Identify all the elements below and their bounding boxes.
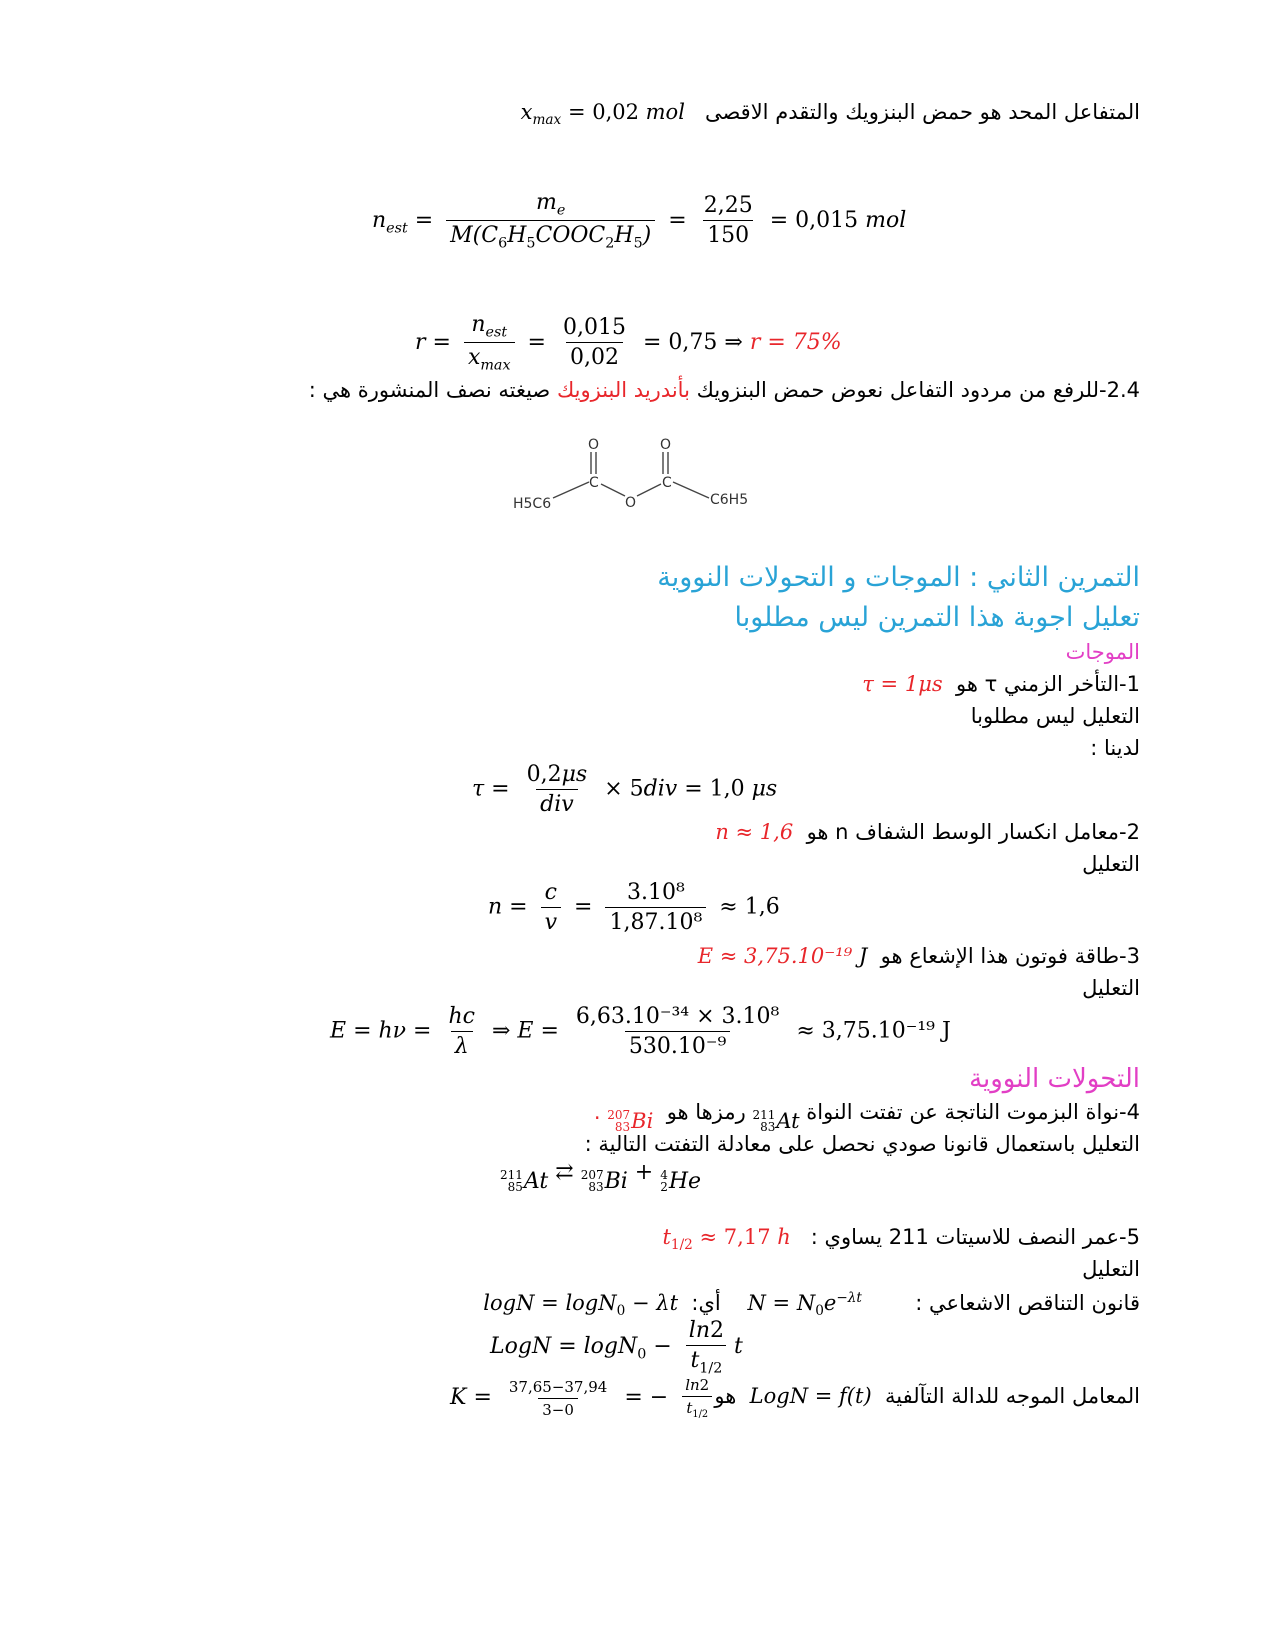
question-5-text: 5-عمر النصف للاسيتات 211 يساوي :	[810, 1225, 1140, 1249]
question-1	[862, 672, 1140, 696]
carbon-right-label: C	[662, 475, 672, 491]
equation-slope: K = $\frac{37,65-37,94}{3-0}$ = − $\frac{\ln 2}{t_{1/2}}$	[450, 1376, 719, 1420]
decay-law-text: قانون التناقص الاشعاعي :	[915, 1291, 1140, 1315]
n-num2: 3.10⁸	[626, 880, 685, 905]
equation-yield: r = $\frac{n_{est}}{x_{max}}$ = $\frac{0,015}{0,02}$ = 0,75 ⇒ r = 75%	[415, 312, 842, 374]
question-3-unit: J	[858, 944, 868, 968]
q4-astatine-symbol: 211 83 At	[752, 1108, 800, 1134]
equation-refraction: n = $\frac{c}{v}$ = $\frac{\text{3.10⁸}}{\text{1,87.10⁸}}$ ≈ 1,6	[488, 880, 780, 935]
xmax-formula: $x_{max} = 0,02$ mol	[520, 100, 685, 129]
equation-energy: E = hν = $\frac{hc}{\lambda}$ ⇒ E = $\frac{\text{6,63.10⁻³⁴ × 3.10⁸}}{\text{530.10⁻⁹}}$ ≈ 3,75.10⁻¹⁹ J	[330, 1004, 951, 1059]
question-3-formula	[698, 944, 867, 968]
question-1-answer: τ = 1μs	[862, 672, 943, 696]
slope-text-b: هو	[714, 1384, 737, 1408]
question-2-answer: n ≈ 1,6	[715, 820, 794, 844]
equation-n-est: $n_{est}$ = $\frac{m_e}{M(C_6H_5COOC_2H_5)}$ = $\frac{2,25}{150}$ = 0,015 mol	[372, 190, 907, 252]
question-1-text: 1-التأخر الزمني τ هو	[955, 672, 1140, 696]
r-mid: 0,75	[668, 329, 718, 355]
slope-num: 37,65−37,94	[508, 1377, 608, 1396]
question-4-text-b: رمزها هو	[666, 1100, 746, 1124]
decay-law-line	[483, 1290, 1140, 1319]
limiting-reactant-text: المتفاعل المحد هو حمض البنزويك والتقدم الاقصى	[704, 100, 1140, 124]
nuclear-title: التحولات النووية	[969, 1064, 1140, 1094]
oxygen-left-label: O	[588, 437, 600, 453]
question-2	[715, 820, 1140, 844]
question-3	[698, 944, 1140, 968]
phenyl-right-label: C6H5	[710, 492, 749, 508]
r-den2: 0,02	[566, 342, 623, 370]
benzoic-anhydride-structure	[505, 432, 765, 522]
question-5-answer: $t_{1/2} \approx 7,17$ h	[662, 1225, 791, 1254]
line-2-4-highlight: بأندريد البنزويك	[556, 378, 690, 402]
question-4-text-a: 4-نواة البزموت الناتجة عن تفتت النواة	[806, 1100, 1140, 1124]
question-1-note: التعليل ليس مطلوبا	[970, 704, 1140, 728]
question-3-text: 3-طاقة فوتون هذا الإشعاع هو	[880, 944, 1140, 968]
line-limiting-reactant	[521, 100, 1140, 128]
q4-bismuth-symbol: 207 83 Bi	[607, 1108, 654, 1134]
line-2-4	[309, 378, 1140, 402]
question-3-answer: E ≈ 3,75.10⁻¹⁹	[697, 944, 853, 968]
phenyl-left-label: H5C6	[513, 496, 552, 512]
line-2-4-suffix: صيغته نصف المنشورة هي :	[308, 378, 551, 402]
equation-tau: τ = $\frac{0,2\mu s}{\text{div}}$ × 5div = 1,0 μs	[472, 762, 778, 817]
question-4	[594, 1100, 1140, 1133]
oxygen-bridge-label: O	[625, 495, 637, 511]
slope-den: 3−0	[538, 1398, 578, 1419]
E-result: ≈ 3,75.10⁻¹⁹ J	[796, 1018, 951, 1044]
equation-decay: 211 85 At ⇄ 207 83 Bi + 4 2 He	[500, 1160, 702, 1194]
q4-dot: .	[593, 1100, 601, 1124]
line-2-4-prefix: 2.4-للرفع من مردود التفاعل نعوض حمض البنزويك	[696, 378, 1140, 402]
E-num2: 6,63.10⁻³⁴ × 3.10⁸	[575, 1004, 780, 1029]
exercise-2-title: التمرين الثاني : الموجات و التحولات النووية	[657, 562, 1140, 593]
question-2-reason: التعليل	[1082, 852, 1140, 876]
r-num2: 0,015	[562, 315, 626, 341]
exercise-2-note: تعليل اجوبة هذا التمرين ليس مطلوبا	[734, 602, 1140, 633]
equation-log-half-life: LogN = logN$_0$ − $\frac{\ln 2}{t_{1/2}}$ t	[490, 1318, 743, 1377]
carbon-left-label: C	[589, 475, 599, 491]
r-result: r = 75%	[749, 329, 842, 355]
slope-line	[714, 1384, 1140, 1408]
decay-law-formula-1: $N = N_0e^{-\lambda t}$	[747, 1290, 862, 1320]
question-1-have: لدينا :	[1090, 736, 1140, 760]
question-2-text: 2-معامل انكسار الوسط الشفاف n هو	[806, 820, 1140, 844]
slope-func: LogN = f(t)	[749, 1384, 872, 1408]
E-den2: 530.10⁻⁹	[625, 1031, 730, 1059]
question-5	[662, 1225, 1140, 1253]
n-est-den2: 150	[703, 220, 753, 248]
question-5-reason: التعليل	[1082, 1257, 1140, 1281]
question-4-reason: التعليل باستعمال قانونا صودي نحصل على معادلة التفتت التالية :	[584, 1132, 1140, 1156]
slope-text-a: المعامل الموجه للدالة التآلفية	[885, 1384, 1140, 1408]
n-den2: 1,87.10⁸	[605, 907, 706, 935]
n-result: ≈ 1,6	[719, 894, 780, 920]
question-3-reason: التعليل	[1082, 976, 1140, 1000]
waves-title: الموجات	[1065, 640, 1140, 664]
decay-law-formula-2: logN = logN$_0$ − λt	[483, 1291, 679, 1320]
decay-law-ie: أي:	[691, 1291, 721, 1315]
n-est-num2: 2,25	[703, 193, 753, 219]
oxygen-right-label: O	[660, 437, 672, 453]
